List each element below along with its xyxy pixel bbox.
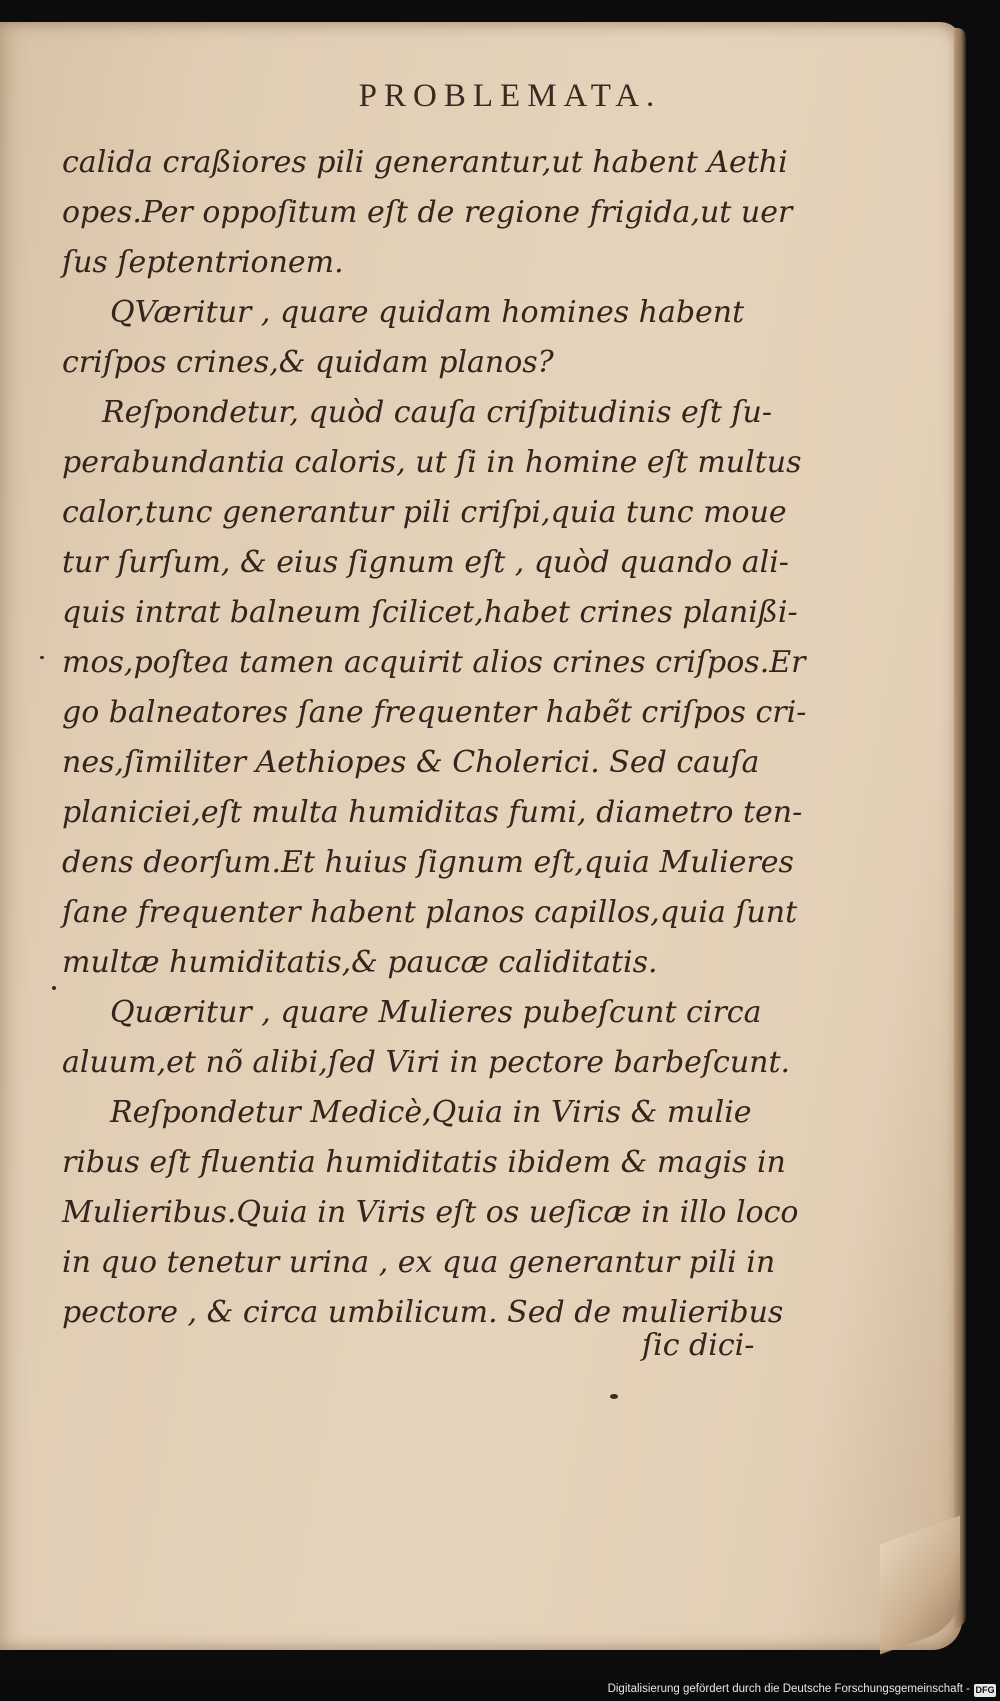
text-line: QVæritur , quare quidam homines habent	[110, 295, 745, 330]
text-line: calor,tunc generantur pili criſpi,quia tunc moue	[62, 495, 787, 530]
text-line: calida craßiores pili generantur,ut habent Aethi	[62, 145, 788, 180]
text-line: planiciei,eſt multa humiditas fumi, diametro ten-	[62, 795, 803, 830]
running-head: PROBLEMATA.	[358, 78, 662, 114]
text-line: aluum,et nõ alibi,ſed Viri in pectore barbeſcunt.	[62, 1045, 791, 1080]
text-line: multæ humiditatis,& paucæ caliditatis.	[62, 945, 658, 980]
body-text	[62, 138, 807, 1338]
text-line: perabundantia caloris, ut ſi in homine eſt multus	[62, 445, 802, 480]
text-line: go balneatores ſane frequenter habẽt criſpos cri-	[62, 695, 807, 730]
digitization-credit: Digitalisierung gefördert durch die Deutsche Forschungsgemeinschaft -	[607, 1683, 970, 1695]
text-line: dens deorſum.Et huius ſignum eſt,quia Mulieres	[62, 845, 794, 880]
text-line: Reſpondetur Medicè,Quia in Viris & mulie	[110, 1095, 752, 1130]
text-line: Quæritur , quare Mulieres pubeſcunt circa	[110, 995, 762, 1030]
page-edge	[954, 28, 966, 1628]
ink-speck	[610, 1394, 618, 1399]
text-line: opes.Per oppoſitum eſt de regione frigida,ut uer	[62, 195, 793, 230]
text-line: ribus eſt fluentia humiditatis ibidem & magis in	[62, 1145, 786, 1180]
text-line: Reſpondetur, quòd cauſa criſpitudinis eſt ſu-	[102, 395, 773, 430]
text-line: quis intrat balneum ſcilicet,habet crines planißi-	[62, 595, 798, 630]
ink-speck	[52, 986, 56, 990]
text-line: nes,ſimiliter Aethiopes & Cholerici. Sed cauſa	[62, 745, 760, 780]
text-line: ſus ſeptentrionem.	[62, 245, 344, 280]
text-line: pectore , & circa umbilicum. Sed de mulieribus	[62, 1295, 784, 1330]
ink-speck	[40, 656, 44, 659]
dfg-logo: DFG	[975, 1685, 995, 1695]
text-line: criſpos crines,& quidam planos?	[62, 345, 554, 380]
catchword: ſic dici-	[642, 1328, 755, 1363]
text-line: mos,poſtea tamen acquirit alios crines criſpos.Er	[62, 645, 806, 680]
text-line: Mulieribus.Quia in Viris eſt os ueſicæ in illo loco	[62, 1195, 799, 1230]
text-line: tur ſurſum, & eius ſignum eſt , quòd quando ali-	[62, 545, 789, 580]
text-line: in quo tenetur urina , ex qua generantur pili in	[62, 1245, 776, 1280]
text-line: ſane frequenter habent planos capillos,quia ſunt	[62, 895, 798, 930]
